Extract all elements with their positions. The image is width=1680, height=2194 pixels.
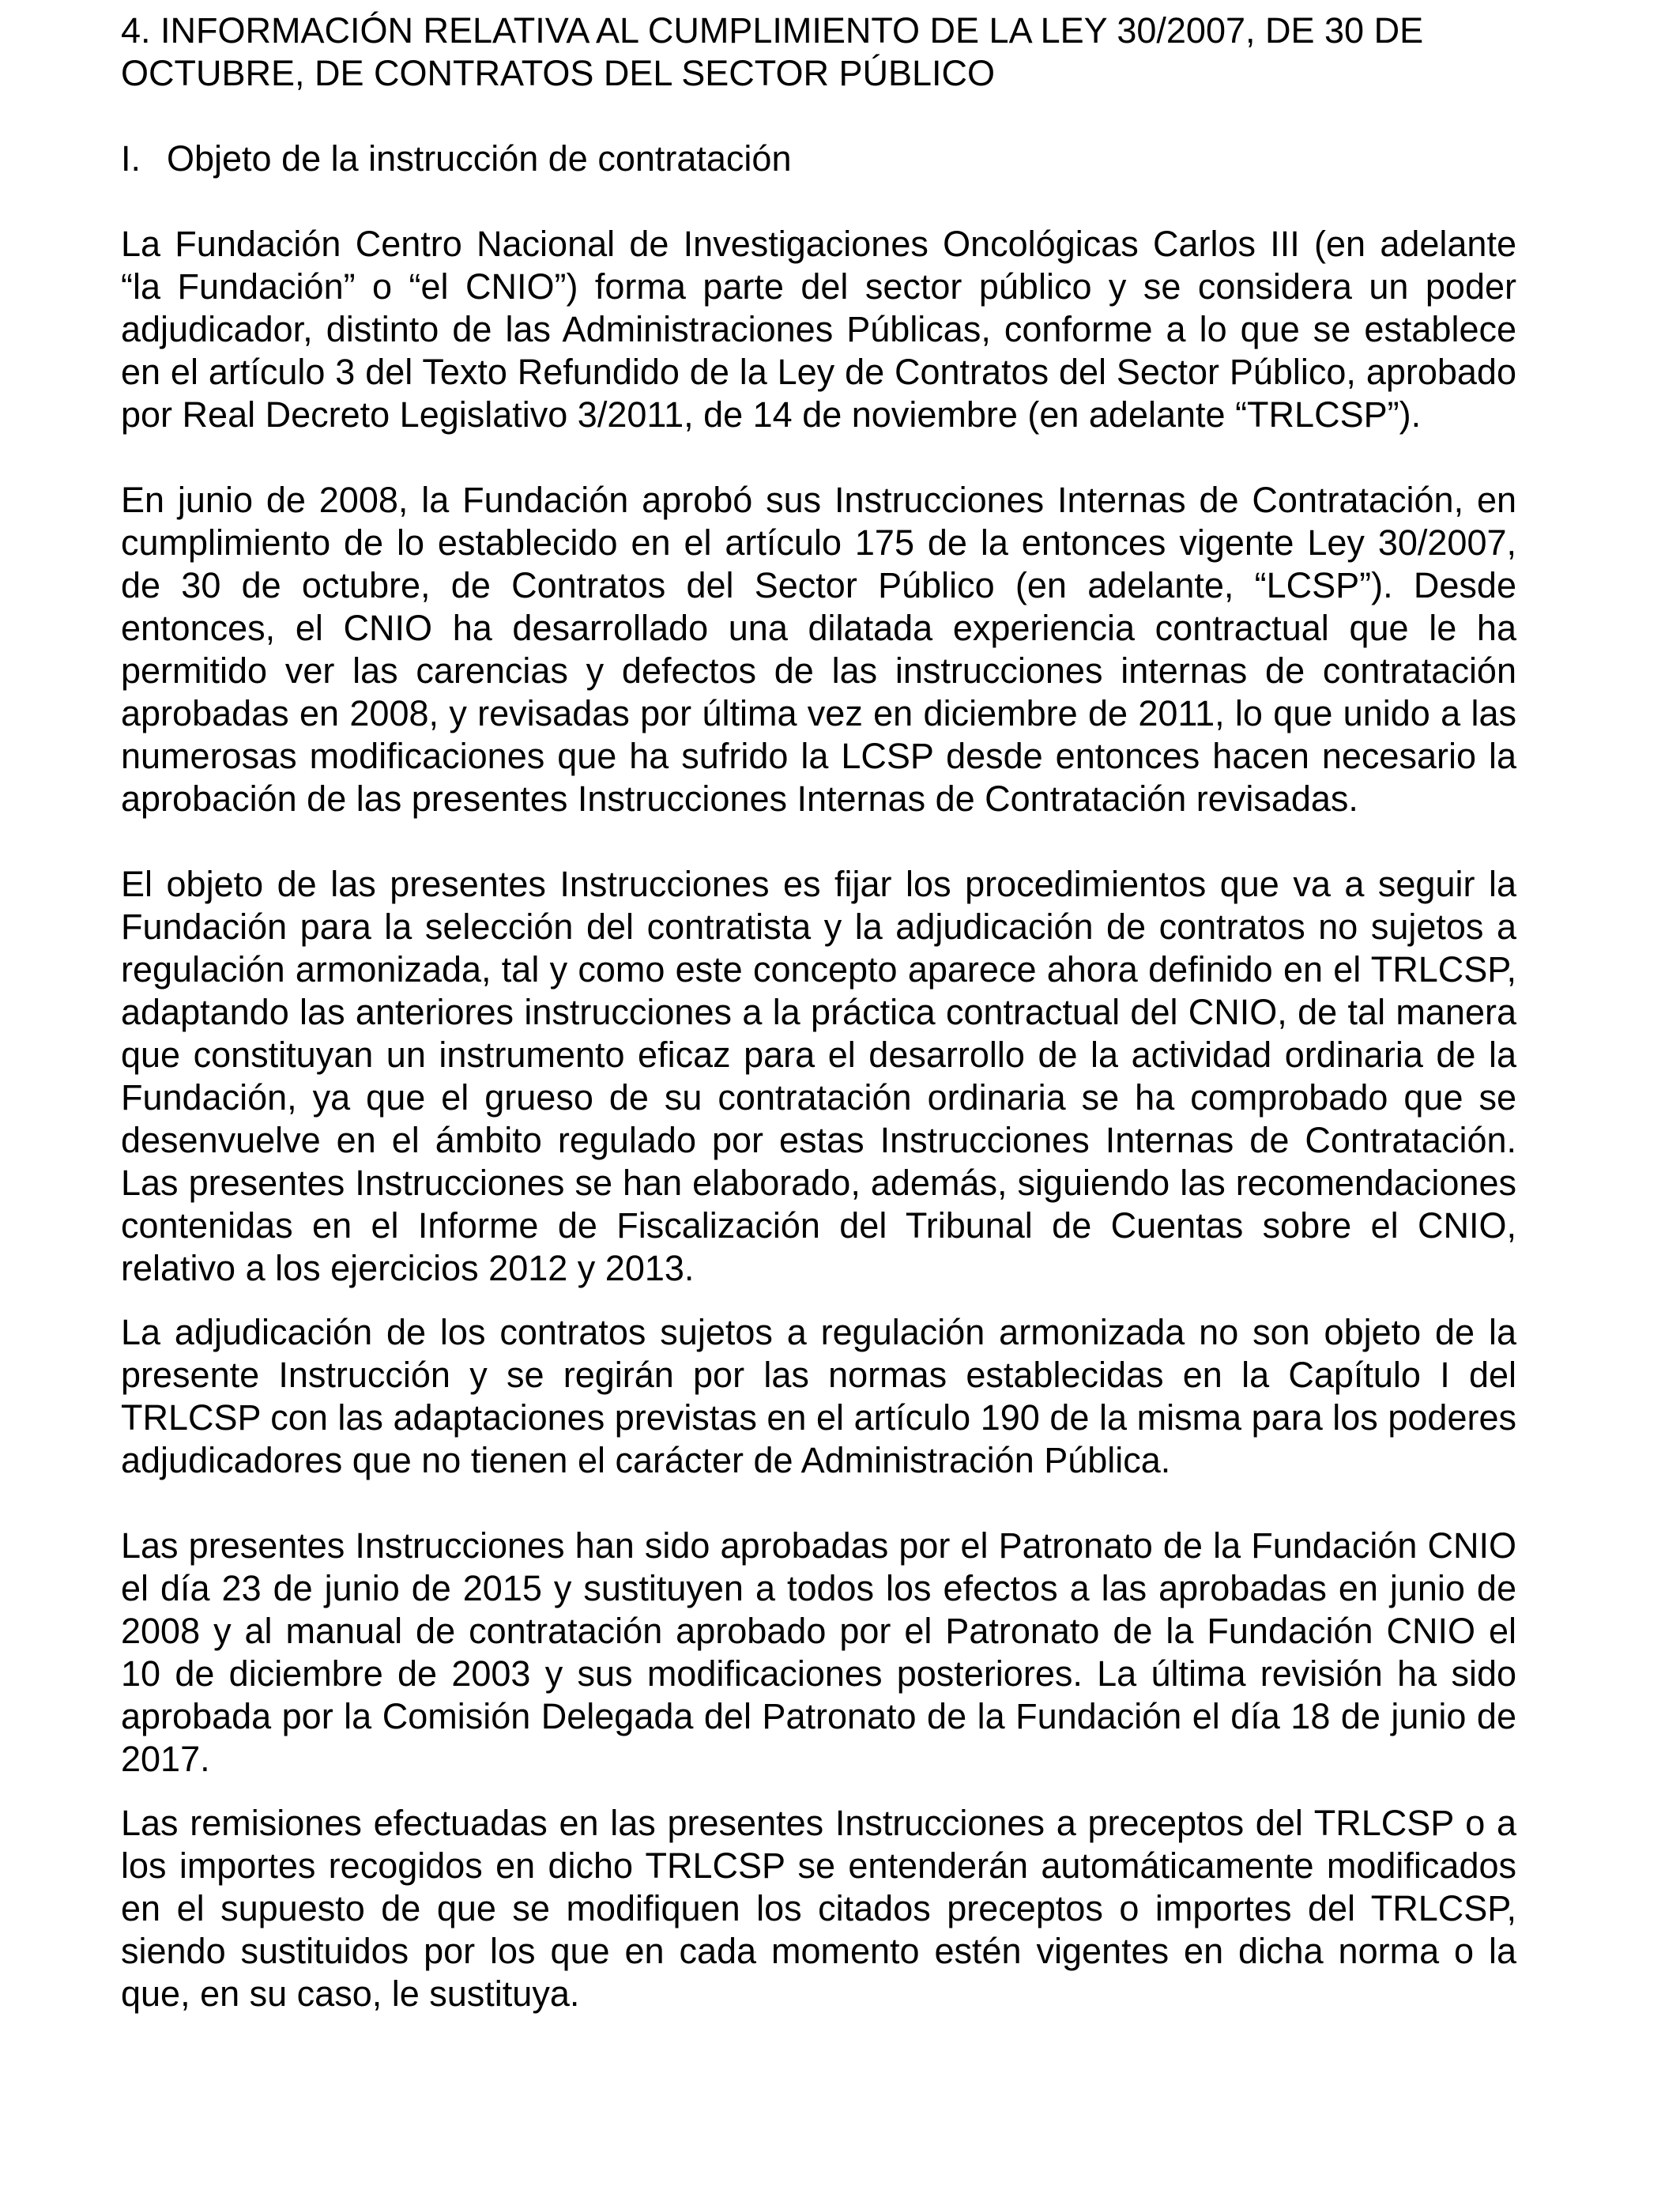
- subsection-title: Objeto de la instrucción de contratación: [167, 138, 792, 179]
- subsection-number: I.: [121, 138, 141, 179]
- paragraph-references: Las remisiones efectuadas en las presentes Instrucciones a preceptos del TRLCSP o a los importes recogidos en dicho TRLCSP se entenderán automáticamente modificados en el supuesto de que se modifiquen los citados preceptos o importes del TRLCSP, siendo sustituidos por los que en cada momento estén vigentes en dicha norma o la que, en su caso, le sustituya.: [121, 1803, 1516, 2014]
- subsection-heading: [121, 138, 1516, 180]
- paragraph-purpose: El objeto de las presentes Instrucciones es fijar los procedimientos que va a seguir la Fundación para la selección del contratista y la adjudicación de contratos no sujetos a regulación armonizada, tal y como este concepto aparece ahora definido en el TRLCSP, adaptando las anteriores instrucciones a la práctica contractual del CNIO, de tal manera que constituyan un instrumento eficaz para el desarrollo de la actividad ordinaria de la Fundación, ya que el grueso de su contratación ordinaria se ha comprobado que se desenvuelve en el ámbito regulado por estas Instrucciones Internas de Contratación. Las presentes Instrucciones se han elaborado, además, siguiendo las recomendaciones contenidas en el Informe de Fiscalización del Tribunal de Cuentas sobre el CNIO, relativo a los ejercicios 2012 y 2013.: [121, 864, 1516, 1288]
- section-heading: 4. INFORMACIÓN RELATIVA AL CUMPLIMIENTO DE LA LEY 30/2007, DE 30 DE OCTUBRE, DE CONTRATOS DEL SECTOR PÚBLICO: [121, 10, 1424, 93]
- paragraph-harmonized-contracts: La adjudicación de los contratos sujetos a regulación armonizada no son objeto de la presente Instrucción y se regirán por las normas establecidas en la Capítulo I del TRLCSP con las adaptaciones previstas en el artículo 190 de la misma para los poderes adjudicadores que no tienen el carácter de Administración Pública.: [121, 1312, 1516, 1480]
- paragraph-legal-status: La Fundación Centro Nacional de Investigaciones Oncológicas Carlos III (en adelante “la Fundación” o “el CNIO”) forma parte del sector público y se considera un poder adjudicador, distinto de las Administraciones Públicas, conforme a lo que se establece en el artículo 3 del Texto Refundido de la Ley de Contratos del Sector Público, aprobado por Real Decreto Legislativo 3/2011, de 14 de noviembre (en adelante “TRLCSP”).: [121, 224, 1516, 435]
- paragraph-history: En junio de 2008, la Fundación aprobó sus Instrucciones Internas de Contratación, en cumplimiento de lo establecido en el artículo 175 de la entonces vigente Ley 30/2007, de 30 de octubre, de Contratos del Sector Público (en adelante, “LCSP”). Desde entonces, el CNIO ha desarrollado una dilatada experiencia contractual que le ha permitido ver las carencias y defectos de las instrucciones internas de contratación aprobadas en 2008, y revisadas por última vez en diciembre de 2011, lo que unido a las numerosas modificaciones que ha sufrido la LCSP desde entonces hacen necesario la aprobación de las presentes Instrucciones Internas de Contratación revisadas.: [121, 480, 1516, 819]
- document-body: [121, 9, 1516, 2015]
- paragraph-approval: Las presentes Instrucciones han sido aprobadas por el Patronato de la Fundación CNIO el día 23 de junio de 2015 y sustituyen a todos los efectos a las aprobadas en junio de 2008 y al manual de contratación aprobado por el Patronato de la Fundación CNIO el 10 de diciembre de 2003 y sus modificaciones posteriores. La última revisión ha sido aprobada por la Comisión Delegada del Patronato de la Fundación el día 18 de junio de 2017.: [121, 1525, 1516, 1779]
